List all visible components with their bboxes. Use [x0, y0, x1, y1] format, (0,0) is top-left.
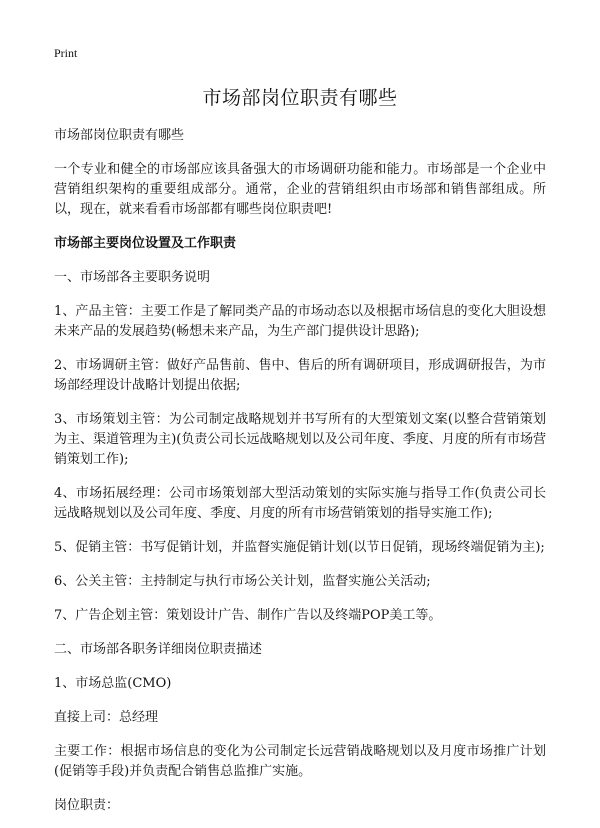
paragraph-promotion-manager: 5、促销主管：书写促销计划，并监督实施促销计划(以节日促销，现场终端促销为主); — [54, 540, 545, 555]
intro-paragraph: 一个专业和健全的市场部应该具备强大的市场调研功能和能力。市场部是一个企业中营销组织架构的重要组成部分。通常，企业的营销组织由市场部和销售部组成。所以，现在，就来看看市场部都有哪些岗位职责吧! — [54, 162, 546, 217]
paragraph-cmo-title: 1、市场总监(CMO) — [54, 676, 172, 691]
paragraph-planning-manager: 3、市场策划主管：为公司制定战略规划并书写所有的大型策划文案(以整合营销策划为主、渠道管理为主)(负责公司长远战略规划以及公司年度、季度、月度的所有市场营销策划工作); — [54, 412, 546, 467]
paragraph-pr-manager: 6、公关主管：主持制定与执行市场公关计划，监督实施公关活动; — [54, 574, 431, 589]
page-title: 市场部岗位职责有哪些 — [202, 87, 398, 109]
paragraph-duty-overview-heading: 一、市场部各主要职务说明 — [54, 270, 211, 285]
paragraph-main-work: 主要工作：根据市场信息的变化为公司制定长远营销战略规划以及月度市场推广计划(促销等手段)并负责配合销售总监推广实施。 — [54, 744, 546, 779]
paragraph-advertising-manager: 7、广告企划主管：策划设计广告、制作广告以及终端POP美工等。 — [54, 608, 442, 623]
paragraph-detailed-duties-heading: 二、市场部各职务详细岗位职责描述 — [54, 642, 263, 657]
paragraph-job-duties-label: 岗位职责： — [54, 798, 120, 813]
paragraph-research-manager: 2、市场调研主管：做好产品售前、售中、售后的所有调研项目，形成调研报告，为市场部经理设计战略计划提出依据; — [54, 358, 546, 393]
paragraph-expansion-manager: 4、市场拓展经理：公司市场策划部大型活动策划的实际实施与指导工作(负责公司长远战略规划以及公司年度、季度、月度的所有市场营销策划的指导实施工作); — [54, 486, 546, 521]
paragraph-direct-supervisor: 直接上司：总经理 — [54, 710, 159, 725]
document-subtitle: 市场部岗位职责有哪些 — [54, 128, 185, 143]
section-heading: 市场部主要岗位设置及工作职责 — [54, 236, 237, 251]
print-label[interactable]: Print — [54, 46, 78, 60]
paragraph-product-manager: 1、产品主管：主要工作是了解同类产品的市场动态以及根据市场信息的变化大胆设想未来产品的发展趋势(畅想未来产品，为生产部门提供设计思路); — [54, 304, 546, 339]
